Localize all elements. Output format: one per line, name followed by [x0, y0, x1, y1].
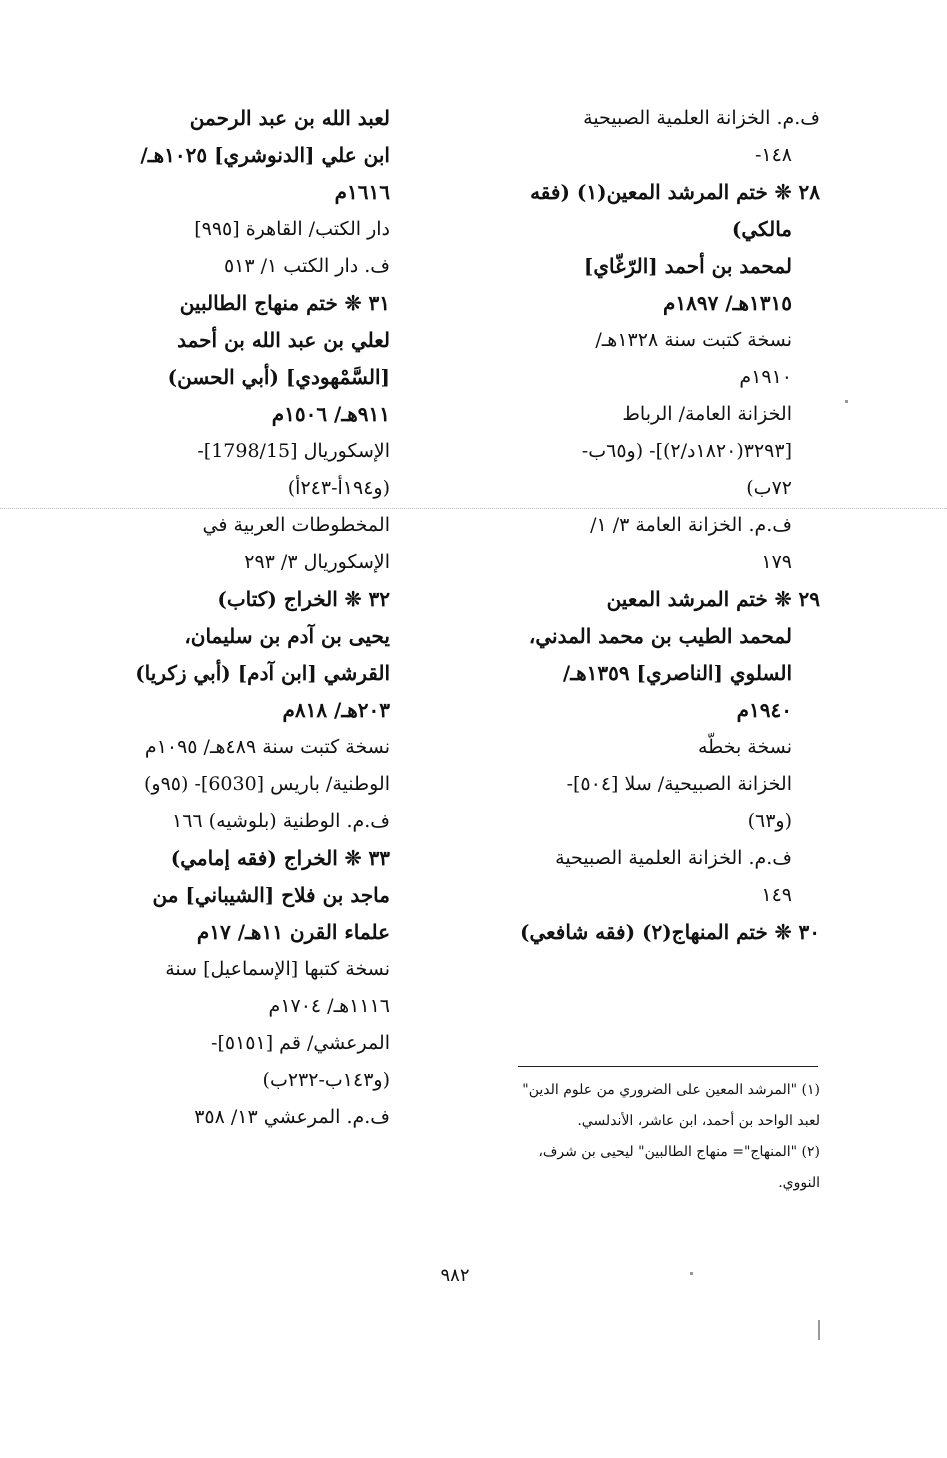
left-column	[90, 100, 390, 1136]
text-line: (و٦٣)	[747, 810, 792, 832]
entry-heading-28: ٢٨ ❊ ختم المرشد المعين(١) (فقه	[530, 180, 820, 204]
right-column	[470, 100, 820, 951]
text-line: المرعشي/ قم [٥١٥١]-	[211, 1032, 390, 1054]
text-line: ١٤٩	[761, 884, 792, 906]
text-line: (و١٩٤أ-٢٤٣أ)	[287, 477, 390, 499]
text-line: نسخة كتبت سنة ٤٨٩هـ/ ١٠٩٥م	[144, 736, 390, 758]
author-line: علماء القرن ١١هـ/ ١٧م	[196, 920, 390, 944]
footnote-2: (٢) "المنهاج"= منهاج الطالبين" ليحيى بن شرف،	[538, 1144, 820, 1160]
author-line: السلوي [الناصري] ١٣٥٩هـ/	[562, 661, 792, 685]
text-line: نسخة كتبت سنة ١٣٢٨هـ/	[595, 329, 792, 351]
text-line: [٣٢٩٣(١٨٢٠د/٢)]- (و٦٥ب-	[581, 440, 792, 462]
footnotes	[470, 1075, 820, 1199]
entry-subject: مالكي)	[731, 217, 792, 241]
author-line: ابن علي [الدنوشري] ١٠٢٥هـ/	[140, 143, 390, 167]
text-line: ١١١٦هـ/ ١٧٠٤م	[268, 995, 390, 1017]
scan-speck	[818, 1320, 820, 1340]
text-line: نسخة بخطّه	[697, 736, 792, 758]
text-line: ٧٢ب)	[746, 477, 792, 499]
text-line: ف.م. المرعشي ١٣/ ٣٥٨	[194, 1106, 390, 1128]
author-dates: ١٩٤٠م	[736, 698, 792, 722]
author-line: لعلي بن عبد الله بن أحمد	[177, 328, 390, 352]
author-line: لعبد الله بن عبد الرحمن	[189, 106, 390, 130]
text-line: المخطوطات العربية في	[202, 514, 390, 536]
text-line: الإسكوريال ٣/ ٢٩٣	[244, 551, 390, 573]
text-line: دار الكتب/ القاهرة [٩٩٥]	[194, 218, 390, 240]
text-line: الوطنية/ باريس [6030]- (٩٥و)	[144, 773, 390, 795]
author-dates: ١٣١٥هـ/ ١٨٩٧م	[662, 291, 792, 315]
entry-heading-29: ٢٩ ❊ ختم المرشد المعين	[606, 587, 820, 611]
entry-heading-30: ٣٠ ❊ ختم المنهاج(٢) (فقه شافعي)	[520, 920, 820, 944]
author-line: لمحمد بن أحمد [الرّغّاي]	[583, 254, 792, 278]
text-line: ف.م. الخزانة العامة ٣/ ١/	[590, 514, 792, 536]
author-dates: ٢٠٣هـ/ ٨١٨م	[282, 698, 390, 722]
entry-heading-32: ٣٢ ❊ الخراج (كتاب)	[217, 587, 390, 611]
text-line: ١٤٨-	[754, 144, 792, 166]
footnote-separator	[518, 1066, 818, 1067]
author-dates: ٩١١هـ/ ١٥٠٦م	[271, 402, 390, 426]
text-line: ١٧٩	[761, 551, 792, 573]
entry-heading-33: ٣٣ ❊ الخراج (فقه إمامي)	[170, 846, 390, 870]
scan-speck	[690, 1272, 693, 1275]
text-line: الإسكوريال [1798/15]-	[197, 440, 390, 462]
text-line: نسخة كتبها [الإسماعيل] سنة	[165, 958, 390, 980]
text-line: (و١٤٣ب-٢٣٢ب)	[262, 1069, 390, 1091]
author-dates: ١٦١٦م	[334, 180, 390, 204]
text-line: ف.م. الخزانة العلمية الصبيحية	[583, 107, 820, 129]
text-line: ف. دار الكتب ١/ ٥١٣	[223, 255, 390, 277]
scan-speck	[845, 400, 848, 403]
author-line: القرشي [ابن آدم] (أبي زكريا)	[135, 661, 390, 685]
text-line: ١٩١٠م	[739, 366, 792, 388]
author-line: [السَّمْهودي] (أبي الحسن)	[167, 365, 390, 389]
footnote-1: (١) "المرشد المعين على الضروري من علوم الدين"	[522, 1082, 820, 1098]
entry-heading-31: ٣١ ❊ ختم منهاج الطالبين	[179, 291, 390, 315]
footnote-1-continued: لعبد الواحد بن أحمد، ابن عاشر، الأندلسي.	[577, 1113, 820, 1129]
text-line: ف.م. الخزانة العلمية الصبيحية	[555, 847, 792, 869]
footnote-2-continued: النووي.	[778, 1175, 820, 1191]
page-number: ٩٨٢	[440, 1265, 470, 1286]
text-line: الخزانة العامة/ الرباط	[622, 403, 792, 425]
text-line: ف.م. الوطنية (بلوشيه) ١٦٦	[172, 810, 390, 832]
text-line: الخزانة الصبيحية/ سلا [٥٠٤]-	[566, 773, 792, 795]
author-line: ماجد بن فلاح [الشيباني] من	[152, 883, 390, 907]
author-line: لمحمد الطيب بن محمد المدني،	[528, 624, 792, 648]
author-line: يحيى بن آدم بن سليمان،	[184, 624, 390, 648]
